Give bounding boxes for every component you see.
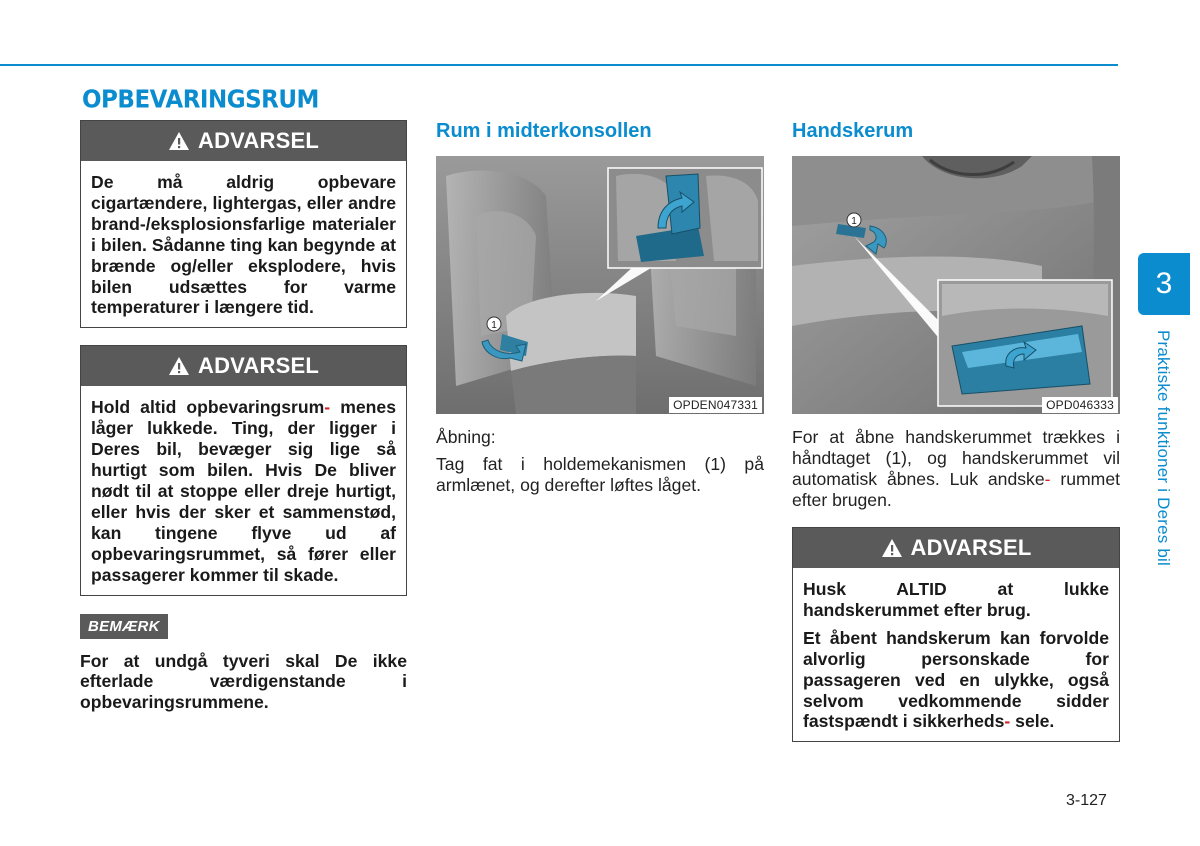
- figure-code: OPD046333: [1042, 397, 1118, 413]
- console-illustration: [436, 156, 764, 414]
- instructions-part: For at åbne handskerummet trækkes i håndtaget (1), og handskerummet vil automatisk åbnes. Luk andske: [792, 427, 1120, 489]
- glovebox-instructions: [792, 427, 1120, 511]
- glovebox-illustration: [792, 156, 1120, 414]
- warning-title: ADVARSEL: [198, 128, 319, 153]
- chapter-label: Praktiske funktioner i Deres bil: [1154, 330, 1173, 566]
- top-rule: [0, 64, 1118, 66]
- warning-text-part: Et åbent handskerum kan forvolde alvorlig personskade for passageren ved en ulykke, også selvom vedkommende sidder fastspændt i sikkerheds: [803, 627, 1109, 732]
- page-number: 3-127: [1066, 792, 1107, 809]
- warning-text-part: sele.: [1015, 711, 1055, 732]
- chapter-tab: 3: [1138, 253, 1190, 315]
- warning-header: [81, 346, 406, 386]
- chapter-title: OPBEVARINGSRUM: [82, 86, 319, 115]
- warning-text-part: menes låger lukkede. Ting, der ligger i Deres bil, bevæger sig lige så hurtigt som bilen. Hvis De bliver nødt til at stoppe eller dreje hurtigt, eller hvis der sker et sammenstød, kan tingene flyve ud af opbevaringsrummet, så fører eller passagerer kommer til skade.: [91, 397, 396, 585]
- warning-header: [81, 121, 406, 161]
- section-title-console: Rum i midterkonsollen: [436, 120, 652, 142]
- warning-box-flammables: [80, 120, 407, 328]
- hyphen-mark: -: [1044, 469, 1051, 489]
- hyphen-mark: -: [1004, 711, 1011, 732]
- console-instructions: Tag fat i holdemekanismen (1) på armlænet, og derefter løftes låget.: [436, 454, 764, 495]
- note-text: For at undgå tyveri skal De ikke efterlade værdigenstande i opbevaringsrummene.: [80, 650, 407, 713]
- note-block: [80, 614, 407, 714]
- figure-code: OPDEN047331: [669, 397, 762, 413]
- console-storage-figure: [436, 156, 764, 414]
- instructions-part: rummet efter brugen.: [792, 469, 1120, 510]
- warning-body: [81, 161, 406, 327]
- section-title-glovebox: Handskerum: [792, 120, 914, 142]
- warning-body: [81, 386, 406, 594]
- glovebox-figure: [792, 156, 1120, 414]
- warning-text: De må aldrig opbevare cigartændere, lightergas, eller andre brand-/eksplosionsfarlige materialer i bilen. Sådanne ting kan begynde at brænde og/eller eksplodere, hvis bilen udsættes for varme temperaturer i længere tid.: [91, 172, 396, 318]
- warning-title: ADVARSEL: [198, 353, 319, 379]
- warning-body: [793, 568, 1119, 741]
- warning-text: [91, 397, 396, 585]
- warning-text: [803, 628, 1109, 733]
- hyphen-mark: -: [324, 397, 331, 418]
- middle-column: [436, 120, 764, 496]
- warning-triangle-icon: [168, 131, 190, 151]
- warning-triangle-icon: [881, 538, 903, 558]
- note-label: BEMÆRK: [80, 614, 168, 639]
- left-column: [80, 120, 407, 713]
- opening-caption: Åbning:: [436, 427, 496, 447]
- callout-number: 1: [851, 216, 857, 227]
- right-column: [792, 120, 1120, 742]
- warning-box-lids: [80, 345, 407, 595]
- warning-text-part: Hold altid opbevaringsrum: [91, 397, 325, 418]
- warning-title: ADVARSEL: [910, 535, 1032, 560]
- warning-text: Husk ALTID at lukke handskerummet efter brug.: [803, 579, 1109, 620]
- callout-number: 1: [491, 320, 497, 331]
- warning-header: [793, 528, 1119, 568]
- warning-triangle-icon: [168, 356, 190, 376]
- warning-box-glovebox: [792, 527, 1120, 742]
